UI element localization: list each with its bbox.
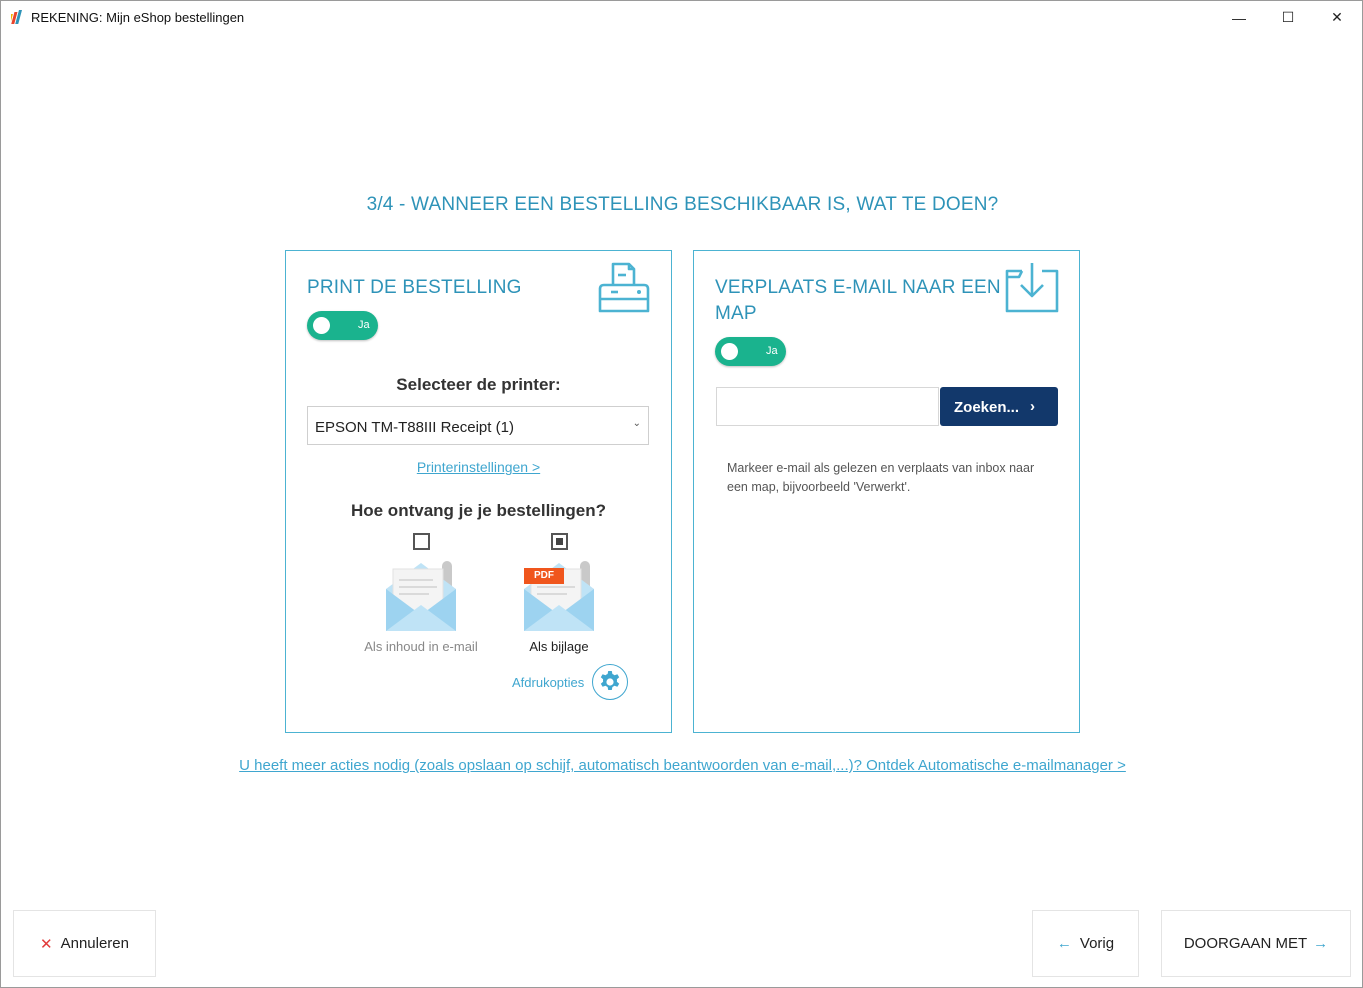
continue-button[interactable] — [1161, 910, 1351, 977]
gear-icon — [598, 670, 622, 694]
receive-orders-label: Hoe ontvang je je bestellingen? — [350, 501, 607, 520]
maximize-icon: ☐ — [1281, 9, 1295, 25]
print-panel — [285, 250, 672, 733]
arrow-right-icon: → — [1313, 935, 1329, 952]
email-manager-link[interactable]: U heeft meer acties nodig (zoals opslaan op schijf, automatisch beantwoorden van e-mail,...)? Ontdek Automatische e-mailmanager > — [239, 757, 1126, 774]
arrow-left-icon: ← — [1056, 935, 1072, 952]
pdf-badge: PDF — [524, 568, 564, 584]
chevron-down-icon: ⌄ — [632, 418, 641, 429]
close-icon: ✕ — [1331, 9, 1343, 25]
search-folder-button[interactable] — [940, 387, 1058, 426]
close-button[interactable] — [1314, 1, 1360, 34]
printer-settings-link[interactable]: Printerinstellingen > — [416, 459, 541, 475]
email-content-icon — [384, 559, 458, 631]
cancel-label: Annuleren — [60, 935, 129, 952]
printer-select[interactable] — [307, 406, 649, 445]
search-folder-label: Zoeken... — [954, 399, 1020, 416]
print-toggle-knob — [313, 317, 330, 334]
folder-panel-heading-line1: VERPLAATS E-MAIL NAAR EEN — [715, 277, 1001, 298]
step-title: 3/4 - WANNEER EEN BESTELLING BESCHIKBAAR IS, WAT TE DOEN? — [366, 194, 999, 215]
folder-toggle-knob — [721, 343, 738, 360]
folder-toggle-label: Ja — [766, 345, 778, 357]
title-bar[interactable] — [1, 1, 1362, 34]
option-content-checkbox[interactable] — [413, 533, 430, 550]
print-panel-heading: PRINT DE BESTELLING — [307, 277, 522, 298]
print-toggle-label: Ja — [358, 319, 370, 331]
continue-label: DOORGAAN MET — [1183, 935, 1308, 952]
folder-path-input[interactable] — [716, 387, 939, 426]
print-options-button[interactable] — [592, 664, 628, 700]
cancel-button[interactable] — [13, 910, 156, 977]
minimize-icon: — — [1232, 9, 1246, 26]
folder-panel-heading — [715, 275, 1001, 327]
print-toggle[interactable] — [307, 311, 378, 340]
print-options-link[interactable]: Afdrukopties — [512, 675, 585, 690]
printer-select-value: EPSON TM-T88III Receipt (1) — [315, 419, 514, 436]
folder-description: Markeer e-mail als gelezen en verplaats van inbox naar een map, bijvoorbeeld 'Verwerkt'. — [727, 461, 1035, 494]
folder-toggle[interactable] — [715, 337, 786, 366]
previous-label: Vorig — [1079, 935, 1115, 952]
option-attachment-checkbox[interactable] — [551, 533, 568, 550]
chevron-right-icon: › — [1030, 398, 1035, 415]
cancel-x-icon: ✕ — [40, 935, 53, 953]
option-content-caption: Als inhoud in e-mail — [364, 639, 478, 654]
folder-panel-heading-line2: MAP — [715, 303, 757, 324]
window-title: REKENING: Mijn eShop bestellingen — [31, 10, 245, 25]
folder-panel — [693, 250, 1080, 733]
app-logo-icon — [11, 10, 25, 24]
previous-button[interactable] — [1032, 910, 1139, 977]
maximize-button[interactable] — [1265, 1, 1311, 34]
option-attachment-caption: Als bijlage — [529, 639, 589, 654]
minimize-button[interactable] — [1216, 1, 1262, 34]
printer-icon — [596, 261, 652, 315]
folder-download-icon — [1004, 261, 1060, 315]
select-printer-label: Selecteer de printer: — [396, 375, 561, 394]
